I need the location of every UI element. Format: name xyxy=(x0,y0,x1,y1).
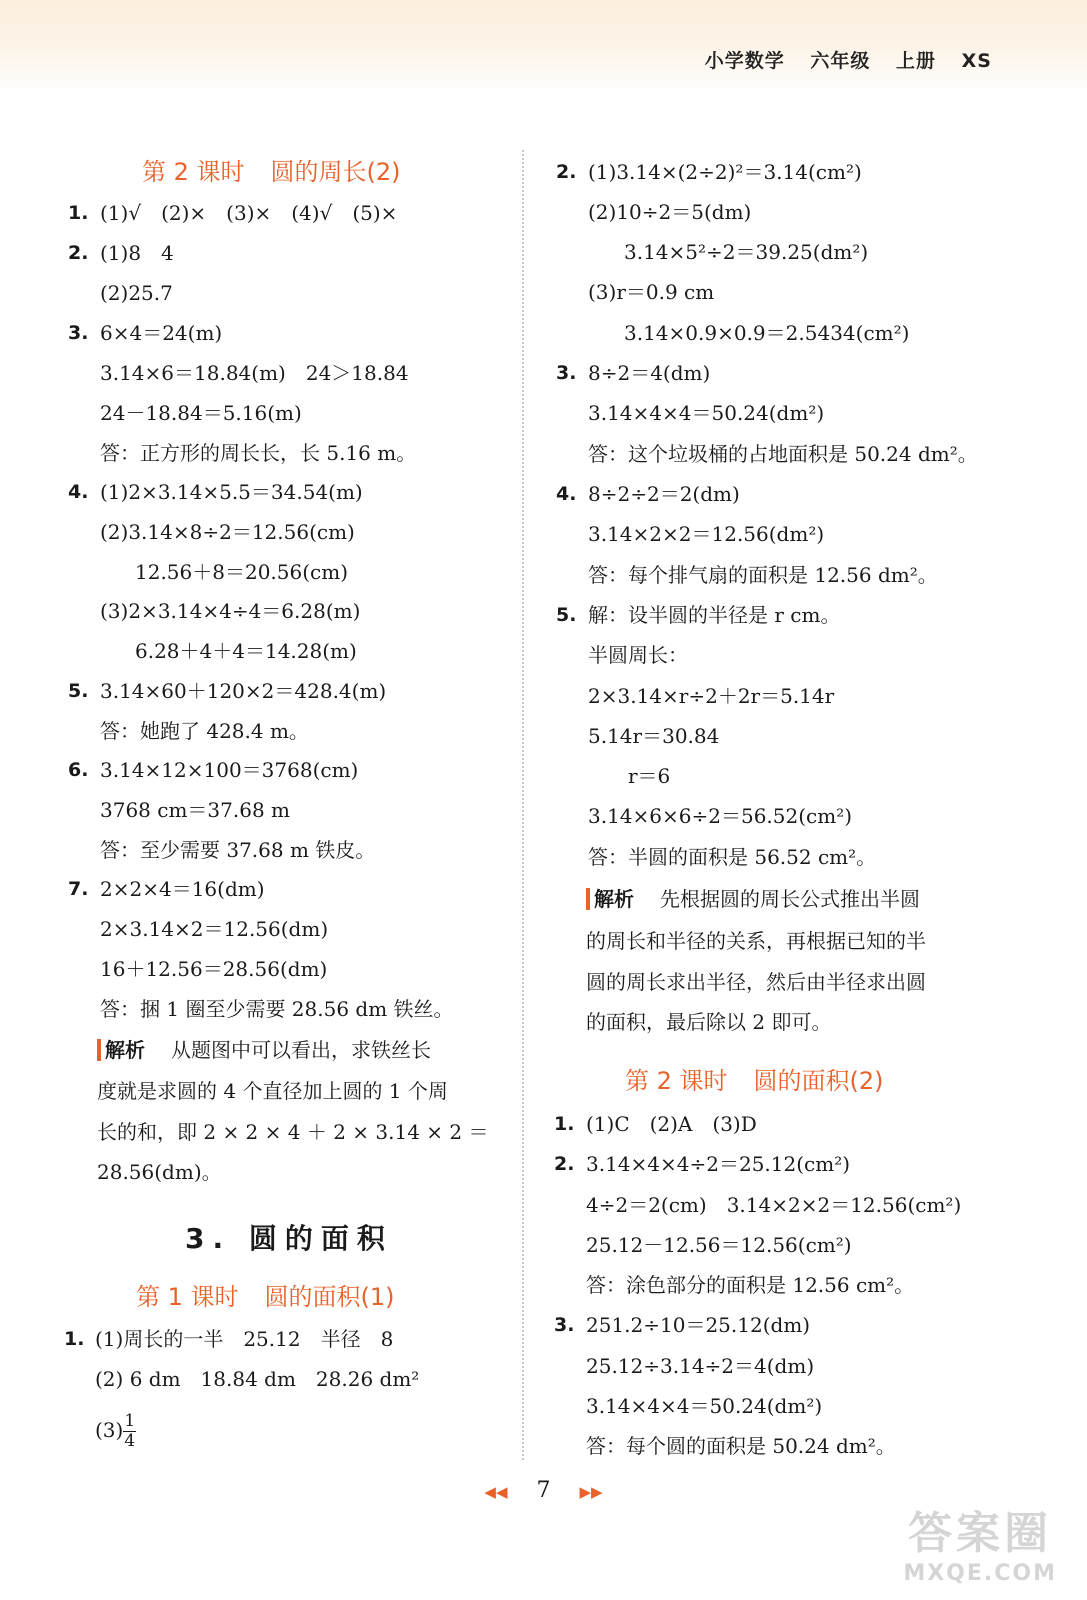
question-number: 1. xyxy=(68,202,89,224)
answer-line: 6×4＝24(m) xyxy=(100,321,223,345)
answer-line: 5.14r＝30.84 xyxy=(588,724,720,748)
question-number: 3. xyxy=(556,362,577,384)
book-header xyxy=(687,46,992,73)
analysis-tag: 解析 xyxy=(586,888,634,910)
section-title: 3. 圆的面积 xyxy=(185,1222,393,1255)
answer-line: 答：涂色部分的面积是 12.56 cm²。 xyxy=(586,1273,915,1297)
fraction-numerator: 1 xyxy=(124,1411,136,1431)
answer-line: (1)3.14×(2÷2)²＝3.14(cm²) xyxy=(588,160,862,184)
answer-line: 3.14×12×100＝3768(cm) xyxy=(100,758,359,782)
answer-line: 答：至少需要 37.68 m 铁皮。 xyxy=(100,838,376,862)
analysis-line xyxy=(586,886,920,912)
answer-line: r＝6 xyxy=(628,764,671,788)
question-number: 4. xyxy=(556,483,577,505)
analysis-line: 圆的周长求出半径，然后由半径求出圆 xyxy=(586,970,926,994)
analysis-tag: 解析 xyxy=(97,1039,145,1061)
answer-line: 3.14×6×6÷2＝56.52(cm²) xyxy=(588,804,853,828)
header-volume: 上册 xyxy=(896,50,937,72)
answer-line: 2×3.14×2＝12.56(dm) xyxy=(100,917,329,941)
answer-line: 25.12÷3.14÷2＝4(dm) xyxy=(586,1354,815,1378)
answer-line: 答：这个垃圾桶的占地面积是 50.24 dm²。 xyxy=(588,442,978,466)
answer-line: (2)25.7 xyxy=(100,281,173,305)
answer-line: 3.14×60＋120×2＝428.4(m) xyxy=(100,679,387,703)
lesson-heading xyxy=(136,1282,395,1312)
question-number: 5. xyxy=(68,680,89,702)
watermark-title: 答案圈 xyxy=(908,1508,1053,1559)
analysis-line: 度就是求圆的 4 个直径加上圆的 1 个周 xyxy=(97,1079,448,1103)
answer-line: 6.28＋4＋4＝14.28(m) xyxy=(135,639,357,663)
lesson-label: 第 1 课时 xyxy=(136,1283,239,1311)
answer-line: (2)3.14×8÷2＝12.56(cm) xyxy=(100,520,355,544)
answer-line: 3768 cm＝37.68 m xyxy=(100,798,290,822)
answer-line: 3.14×4×4＝50.24(dm²) xyxy=(588,401,825,425)
analysis-line: 的周长和半径的关系，再根据已知的半 xyxy=(586,929,926,953)
answer-line: 答：每个排气扇的面积是 12.56 dm²。 xyxy=(588,563,938,587)
question-number: 2. xyxy=(68,242,89,264)
answer-line: 2×2×4＝16(dm) xyxy=(100,877,265,901)
answer-line: 答：捆 1 圈至少需要 28.56 dm 铁丝。 xyxy=(100,997,454,1021)
answer-line: 3.14×5²÷2＝39.25(dm²) xyxy=(624,240,869,264)
answer-line: 4÷2＝2(cm) 3.14×2×2＝12.56(cm²) xyxy=(586,1193,962,1217)
answer-line: (1)周长的一半 25.12 半径 8 xyxy=(95,1327,394,1351)
answer-line: 3.14×2×2＝12.56(dm²) xyxy=(588,522,825,546)
lesson-title: 圆的面积(2) xyxy=(753,1067,884,1095)
answer-line: 答：每个圆的面积是 50.24 dm²。 xyxy=(586,1434,896,1458)
question-number: 2. xyxy=(556,161,577,183)
question-number: 3. xyxy=(554,1314,575,1336)
answer-line xyxy=(95,1410,136,1451)
watermark-logo xyxy=(903,1497,1057,1586)
question-number: 7. xyxy=(68,878,89,900)
prev-page-arrow-icon[interactable]: ◀◀ xyxy=(484,1483,508,1501)
header-grade: 六年级 xyxy=(810,50,871,72)
answer-line: (1)2×3.14×5.5＝34.54(m) xyxy=(100,480,363,504)
answer-line: 12.56＋8＝20.56(cm) xyxy=(135,560,349,584)
answer-line: 3.14×4×4÷2＝25.12(cm²) xyxy=(586,1152,851,1176)
lesson-label: 第 2 课时 xyxy=(625,1067,728,1095)
lesson-title: 圆的面积(1) xyxy=(264,1283,395,1311)
answer-line: (3)r＝0.9 cm xyxy=(588,280,715,304)
page-number: 7 xyxy=(536,1478,551,1503)
fraction-prefix: (3) xyxy=(95,1418,124,1442)
watermark-url: MXQE.COM xyxy=(903,1561,1057,1586)
analysis-text: 从题图中可以看出，求铁丝长 xyxy=(171,1038,431,1062)
lesson-heading xyxy=(625,1066,884,1096)
analysis-line: 28.56(dm)。 xyxy=(97,1160,222,1184)
answer-line: 25.12－12.56＝12.56(cm²) xyxy=(586,1233,852,1257)
fraction-denominator: 4 xyxy=(124,1431,136,1451)
answer-line: 3.14×6＝18.84(m) 24＞18.84 xyxy=(100,361,409,385)
analysis-line: 长的和，即 2 × 2 × 4 ＋ 2 × 3.14 × 2 ＝ xyxy=(97,1120,489,1144)
answer-line: 16＋12.56＝28.56(dm) xyxy=(100,957,328,981)
question-number: 5. xyxy=(556,604,577,626)
analysis-line: 的面积，最后除以 2 即可。 xyxy=(586,1010,832,1034)
answer-line: (2)10÷2＝5(dm) xyxy=(588,200,752,224)
answer-line: 3.14×4×4＝50.24(dm²) xyxy=(586,1394,823,1418)
answer-line: (1)8 4 xyxy=(100,241,174,265)
fraction xyxy=(123,1412,136,1451)
next-page-arrow-icon[interactable]: ▶▶ xyxy=(579,1483,603,1501)
answer-line: (3)2×3.14×4÷4＝6.28(m) xyxy=(100,599,361,623)
lesson-title: 圆的周长(2) xyxy=(270,158,401,186)
lesson-heading xyxy=(142,157,401,187)
lesson-label: 第 2 课时 xyxy=(142,158,245,186)
answer-line: 8÷2＝4(dm) xyxy=(588,361,711,385)
answer-line: (2) 6 dm 18.84 dm 28.26 dm² xyxy=(95,1367,420,1391)
question-number: 3. xyxy=(68,322,89,344)
answer-line: 24－18.84＝5.16(m) xyxy=(100,401,302,425)
question-number: 2. xyxy=(554,1153,575,1175)
answer-line: 答：半圆的面积是 56.52 cm²。 xyxy=(588,845,877,869)
answer-line: 251.2÷10＝25.12(dm) xyxy=(586,1313,811,1337)
question-number: 1. xyxy=(64,1328,85,1350)
answer-line: 答：她跑了 428.4 m。 xyxy=(100,719,309,743)
answer-line: (1)√ (2)× (3)× (4)√ (5)× xyxy=(100,201,398,225)
answer-line: 3.14×0.9×0.9＝2.5434(cm²) xyxy=(624,321,910,345)
answer-line: 半圆周长： xyxy=(588,643,688,667)
answer-line: 8÷2÷2＝2(dm) xyxy=(588,482,740,506)
answer-line: 2×3.14×r÷2＋2r＝5.14r xyxy=(588,684,835,708)
answer-line: 答：正方形的周长长，长 5.16 m。 xyxy=(100,441,417,465)
question-number: 4. xyxy=(68,481,89,503)
question-number: 1. xyxy=(554,1113,575,1135)
column-divider xyxy=(522,150,524,1460)
analysis-text: 先根据圆的周长公式推出半圆 xyxy=(660,887,920,911)
analysis-line xyxy=(97,1037,431,1063)
question-number: 6. xyxy=(68,759,89,781)
header-subject: 小学数学 xyxy=(704,50,785,72)
header-edition: XS xyxy=(961,50,992,72)
answer-line: (1)C (2)A (3)D xyxy=(586,1112,757,1136)
answer-line: 解：设半圆的半径是 r cm。 xyxy=(588,603,841,627)
